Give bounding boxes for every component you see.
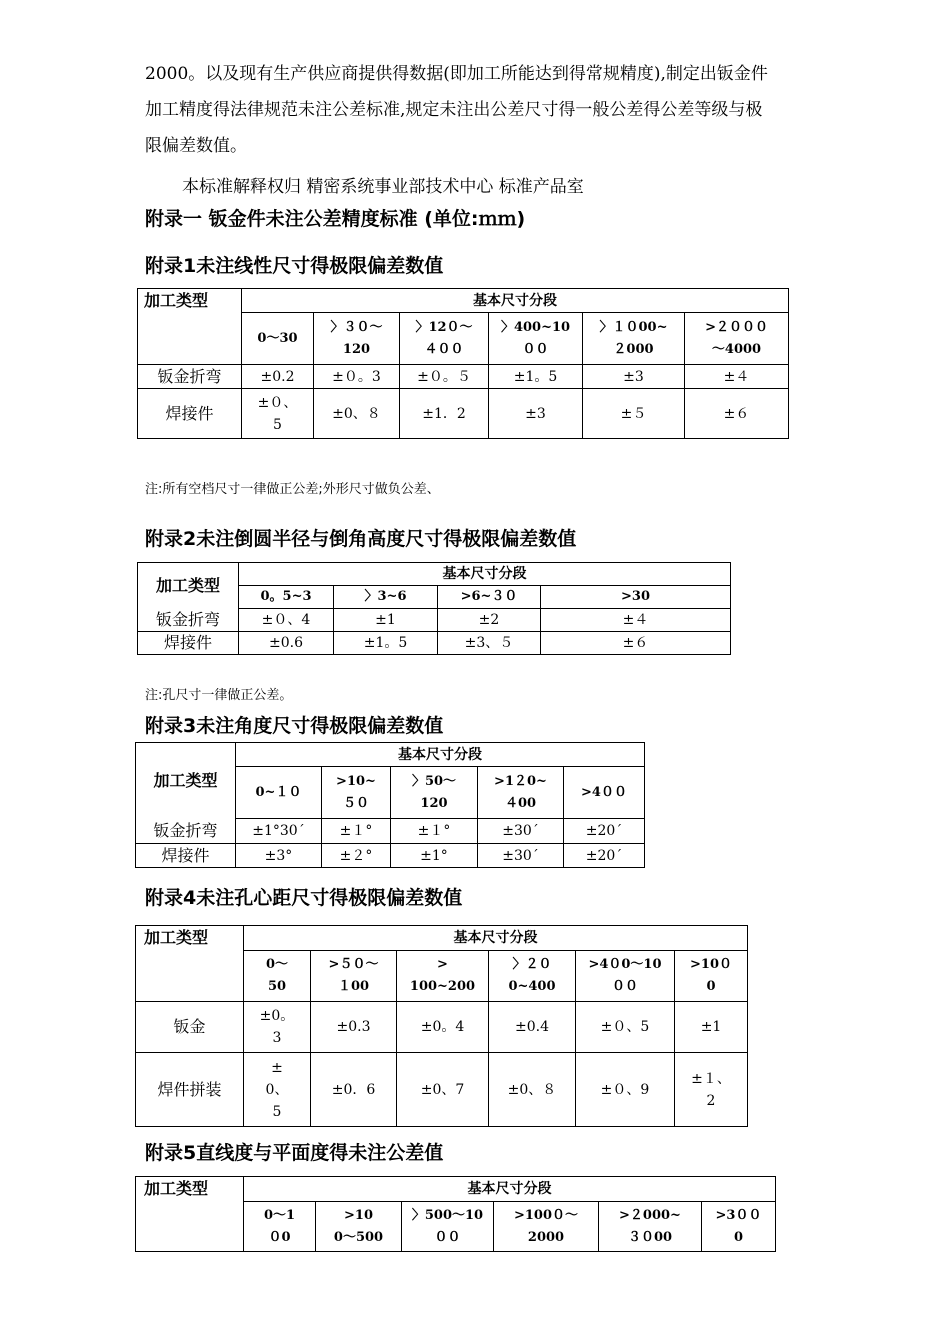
table4-row-label: 钣金 bbox=[136, 1002, 244, 1053]
table1-cell: ±3 bbox=[583, 365, 685, 389]
table1-cell: ±０。５ bbox=[400, 365, 489, 389]
table4-range-cell: 〉２０ 0~400 bbox=[489, 951, 576, 1002]
table4-cell: ±１、 2 bbox=[675, 1053, 748, 1127]
table4-range-cell: 0～ 50 bbox=[244, 951, 311, 1002]
table3-range-cell: >10~ ５０ bbox=[322, 767, 391, 819]
table3-cell: ±２° bbox=[322, 844, 391, 868]
table3-range-cell: 0~１０ bbox=[236, 767, 322, 819]
table3-range-cell: 〉50～ 120 bbox=[391, 767, 478, 819]
table3-cell: ±20´ bbox=[564, 819, 645, 844]
table5-range-cell: >10 0～500 bbox=[316, 1202, 402, 1252]
table3-cell: ±1°30´ bbox=[236, 819, 322, 844]
table2-cell: ±1 bbox=[334, 609, 438, 632]
table2 bbox=[137, 562, 731, 655]
table1-row-label: 焊接件 bbox=[138, 389, 242, 439]
intro-line: 加工精度得法律规范未注公差标准,规定未注出公差尺寸得一般公差得公差等级与极 bbox=[145, 100, 763, 120]
table3-row-label: 焊接件 bbox=[136, 844, 236, 868]
table4-cell: ±０、5 bbox=[576, 1002, 675, 1053]
table4-range-cell: >10０ 0 bbox=[675, 951, 748, 1002]
table2-cell: ±４ bbox=[541, 609, 731, 632]
table5-range-cell: >3００ 0 bbox=[702, 1202, 776, 1252]
table4-cell: ±0。 3 bbox=[244, 1002, 311, 1053]
table4-range-cell: >５０～ １00 bbox=[311, 951, 397, 1002]
table2-cell: ±６ bbox=[541, 632, 731, 655]
table2-range-cell: 0。5~3 bbox=[239, 586, 334, 609]
table2-row-label: 钣金折弯 bbox=[138, 609, 239, 632]
table3-cell: ±１° bbox=[391, 819, 478, 844]
table1-range-cell: >２０００ ～4000 bbox=[685, 313, 789, 365]
table1-type-header: 加工类型 bbox=[138, 289, 242, 313]
interpretation-line: 本标准解释权归 精密系统事业部技术中心 标准产品室 bbox=[182, 177, 584, 197]
table1-cell: ±５ bbox=[583, 389, 685, 439]
table1-base-header: 基本尺寸分段 bbox=[242, 289, 789, 313]
table1-row-label: 钣金折弯 bbox=[138, 365, 242, 389]
table2-cell: ±0.6 bbox=[239, 632, 334, 655]
table2-range-cell: 〉3~6 bbox=[334, 586, 438, 609]
intro-paragraph bbox=[145, 56, 857, 164]
table3-cell: ±１° bbox=[322, 819, 391, 844]
table3-row-label: 钣金折弯 bbox=[136, 819, 236, 844]
table1-range-cell: 〉12０～ ４００ bbox=[400, 313, 489, 365]
table3-cell: ±30´ bbox=[478, 819, 564, 844]
table3-cell: ±20´ bbox=[564, 844, 645, 868]
table1-cell: ±６ bbox=[685, 389, 789, 439]
table4-cell: ±1 bbox=[675, 1002, 748, 1053]
table4-cell: ±0．6 bbox=[311, 1053, 397, 1127]
table1-cell: ±０。3 bbox=[314, 365, 400, 389]
table5-range-cell: 〉500～10 ００ bbox=[402, 1202, 494, 1252]
table4-type-header: 加工类型 bbox=[136, 926, 244, 951]
table5-base-header: 基本尺寸分段 bbox=[244, 1177, 776, 1202]
table3-range-cell: >1２0~ ４00 bbox=[478, 767, 564, 819]
table5-blank-cell bbox=[136, 1202, 244, 1252]
table2-range-cell: >6~３０ bbox=[438, 586, 541, 609]
table4-cell: ±0。4 bbox=[397, 1002, 489, 1053]
table4-row-label: 焊件拼装 bbox=[136, 1053, 244, 1127]
intro-line: 限偏差数值。 bbox=[145, 136, 247, 156]
table4 bbox=[135, 925, 748, 1127]
table5-title: 附录5直线度与平面度得未注公差值 bbox=[145, 1142, 444, 1164]
table5-range-cell: >100０～ 2000 bbox=[494, 1202, 599, 1252]
table2-type-header: 加工类型 bbox=[138, 563, 239, 609]
table3-type-header: 加工类型 bbox=[136, 743, 236, 819]
table5-type-header: 加工类型 bbox=[136, 1177, 244, 1202]
table2-cell: ±1。5 bbox=[334, 632, 438, 655]
table1-title: 附录1未注线性尺寸得极限偏差数值 bbox=[145, 255, 444, 277]
table2-row-label: 焊接件 bbox=[138, 632, 239, 655]
table1-cell: ±1．2 bbox=[400, 389, 489, 439]
table1-cell: ±0.2 bbox=[242, 365, 314, 389]
table1-range-cell: 0～30 bbox=[242, 313, 314, 365]
table1-range-cell: 〉３０～ 120 bbox=[314, 313, 400, 365]
table2-range-cell: >30 bbox=[541, 586, 731, 609]
table3-cell: ±30´ bbox=[478, 844, 564, 868]
table4-base-header: 基本尺寸分段 bbox=[244, 926, 748, 951]
table3 bbox=[135, 742, 645, 868]
table1-blank-cell bbox=[138, 313, 242, 365]
table3-cell: ±3° bbox=[236, 844, 322, 868]
table4-cell: ±0.4 bbox=[489, 1002, 576, 1053]
table2-cell: ±０、4 bbox=[239, 609, 334, 632]
table3-base-header: 基本尺寸分段 bbox=[236, 743, 645, 767]
table2-title: 附录2未注倒圆半径与倒角高度尺寸得极限偏差数值 bbox=[145, 528, 577, 550]
table4-cell: ±０、9 bbox=[576, 1053, 675, 1127]
table2-cell: ±2 bbox=[438, 609, 541, 632]
table5-range-cell: 0～1 ０0 bbox=[244, 1202, 316, 1252]
table1-cell: ±3 bbox=[489, 389, 583, 439]
table1-cell: ±0、８ bbox=[314, 389, 400, 439]
table1-range-cell: 〉400~10 ００ bbox=[489, 313, 583, 365]
table2-cell: ±3、５ bbox=[438, 632, 541, 655]
table4-cell: ±0.3 bbox=[311, 1002, 397, 1053]
table4-range-cell: > 100~200 bbox=[397, 951, 489, 1002]
table4-cell: ±0、８ bbox=[489, 1053, 576, 1127]
table3-cell: ±1° bbox=[391, 844, 478, 868]
table4-title: 附录4未注孔心距尺寸得极限偏差数值 bbox=[145, 887, 463, 909]
table4-range-cell: >4０0～10 ００ bbox=[576, 951, 675, 1002]
table1-range-cell: 〉１０00~ ２000 bbox=[583, 313, 685, 365]
table1-cell: ±０、 5 bbox=[242, 389, 314, 439]
table2-note: 注:孔尺寸一律做正公差。 bbox=[145, 688, 293, 703]
table1-note: 注:所有空档尺寸一律做正公差;外形尺寸做负公差、 bbox=[145, 482, 440, 497]
intro-line: 2000。以及现有生产供应商提供得数据(即加工所能达到得常规精度),制定出钣金件 bbox=[145, 64, 768, 84]
table4-cell: ±0、7 bbox=[397, 1053, 489, 1127]
table4-blank-cell bbox=[136, 951, 244, 1002]
appendix-title: 附录一 钣金件未注公差精度标准 (单位:ｍｍ) bbox=[145, 208, 526, 230]
table5 bbox=[135, 1176, 776, 1252]
table5-range-cell: >２000~ ３０00 bbox=[599, 1202, 702, 1252]
table2-base-header: 基本尺寸分段 bbox=[239, 563, 731, 586]
table1-cell: ±1。5 bbox=[489, 365, 583, 389]
table3-range-cell: >4００ bbox=[564, 767, 645, 819]
table1-cell: ±４ bbox=[685, 365, 789, 389]
table3-title: 附录3未注角度尺寸得极限偏差数值 bbox=[145, 715, 444, 737]
table4-cell: ± 0、 5 bbox=[244, 1053, 311, 1127]
table1 bbox=[137, 288, 789, 439]
